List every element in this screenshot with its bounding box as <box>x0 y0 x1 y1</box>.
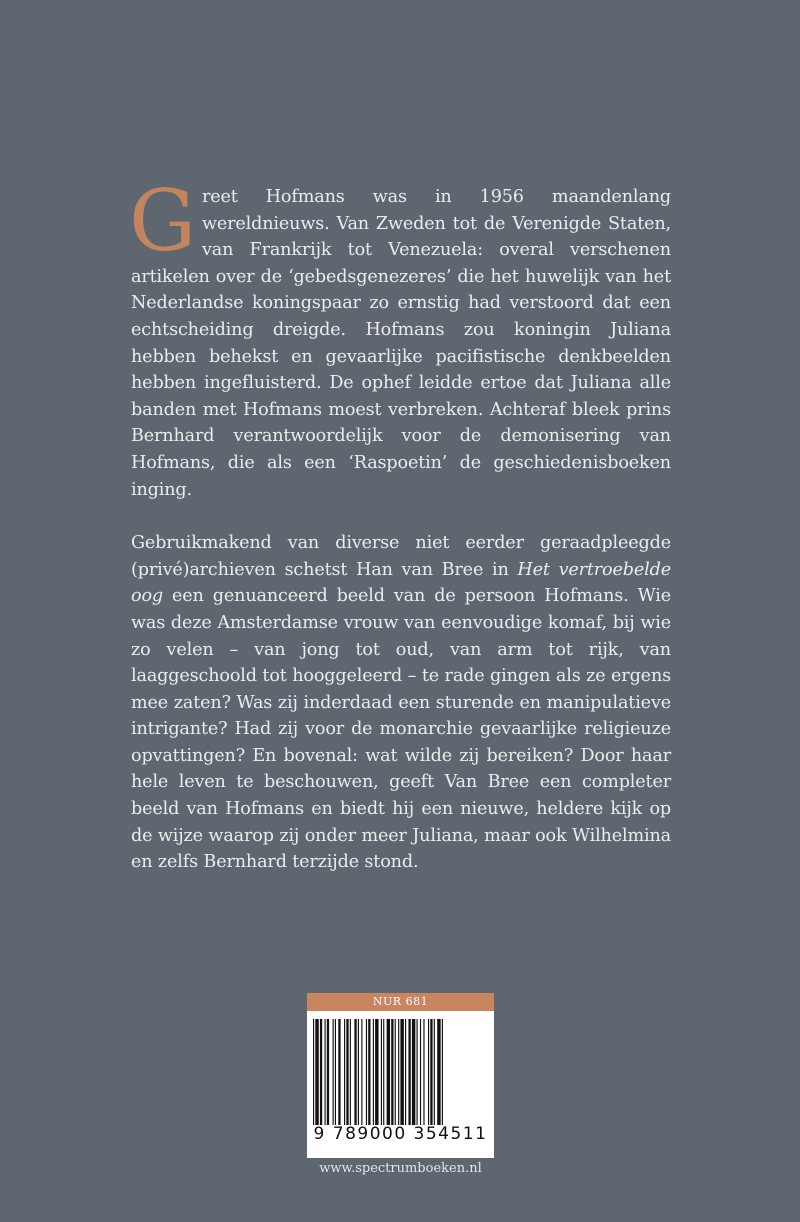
barcode-bar <box>366 1019 367 1125</box>
paragraph-1-text: reet Hofmans was in 1956 maandenlang wereldnieuws. Van Zweden tot de Verenigde Staten, van Frankrijk tot Venezuela: overal verschenen artikelen over de ‘gebedsgenezeres’ die het huwelijk van het Nederlandse koningspaar zo ernstig had verstoord dat een echtscheiding dreigde. Hofmans zou koningin Juliana hebben behekst en gevaarlijke pacifistische denkbeelden hebben ingefluisterd. De ophef leidde ertoe dat Juliana alle banden met Hofmans moest verbreken. Achteraf bleek prins Bernhard verantwoordelijk voor de demonisering van Hofmans, die als een ‘Raspoetin’ de geschiedenisboeken inging. <box>131 187 671 500</box>
barcode-bar <box>395 1019 396 1125</box>
barcode-bar <box>423 1019 424 1125</box>
barcode-bar <box>335 1019 336 1125</box>
paragraph-2-intro: Gebruikmakend van diverse niet eerder geraadpleegde (privé)archieven schetst Han van Bree in <box>131 533 671 580</box>
barcode-bar <box>387 1019 390 1125</box>
book-title: Het vertroebelde oog <box>131 559 671 607</box>
barcode-bar <box>412 1019 415 1125</box>
barcode-bar <box>442 1019 443 1125</box>
barcode-bar <box>350 1019 351 1125</box>
barcode-bar <box>398 1019 399 1125</box>
barcode-bar <box>437 1019 440 1125</box>
barcode-bar <box>381 1019 382 1125</box>
barcode-bar <box>313 1019 314 1125</box>
barcode-bar <box>333 1019 334 1125</box>
blurb-paragraph-1 <box>129 172 671 503</box>
barcode-bar <box>417 1019 418 1125</box>
barcode-bar <box>430 1019 432 1125</box>
barcode-bar <box>327 1019 329 1125</box>
drop-cap: G <box>129 172 196 270</box>
barcode-bar <box>428 1019 429 1125</box>
blurb-paragraph-2 <box>131 530 671 876</box>
barcode-bar <box>434 1019 435 1125</box>
nur-label: NUR 681 <box>307 993 494 1011</box>
barcode-bar <box>325 1019 326 1125</box>
barcode-bars <box>313 1019 488 1125</box>
paragraph-2-body: een genuanceerd beeld van de persoon Hofmans. Wie was deze Amsterdamse vrouw van eenvoudige komaf, bij wie zo velen – van jong tot oud, van arm tot rijk, van laaggeschoold tot hooggeleerd – te rade gingen als ze ergens mee zaten? Was zij inderdaad een sturende en manipulatieve intrigante? Had zij voor de monarchie gevaarlijke religieuze opvattingen? En bovenal: wat wilde zij bereiken? Door haar hele leven te beschouwen, geeft Van Bree een completer beeld van Hofmans en biedt hij een nieuwe, heldere kijk op de wijze waarop zij onder meer Juliana, maar ook Wilhelmina en zelfs Bernhard terzijde stond. <box>131 586 671 873</box>
isbn-barcode-box <box>307 993 494 1158</box>
barcode-bar <box>391 1019 393 1125</box>
barcode-bar <box>344 1019 345 1125</box>
barcode-bar <box>405 1019 406 1125</box>
barcode-bar <box>320 1019 322 1125</box>
blurb-text <box>129 172 671 876</box>
barcode-bar <box>361 1019 362 1125</box>
barcode-bar <box>373 1019 374 1125</box>
barcode-bar <box>400 1019 403 1125</box>
barcode-bar <box>315 1019 318 1125</box>
barcode-bar <box>354 1019 356 1125</box>
isbn-digits: 9 789000 354511 <box>313 1124 488 1144</box>
barcode-bar <box>338 1019 340 1125</box>
barcode-bar <box>383 1019 384 1125</box>
barcode-bar <box>375 1019 378 1125</box>
barcode-bar <box>368 1019 370 1125</box>
barcode-bar <box>346 1019 348 1125</box>
publisher-website: www.spectrumboeken.nl <box>319 1161 482 1176</box>
barcode-bar <box>358 1019 359 1125</box>
barcode-bar <box>420 1019 421 1125</box>
barcode-bar <box>408 1019 410 1125</box>
